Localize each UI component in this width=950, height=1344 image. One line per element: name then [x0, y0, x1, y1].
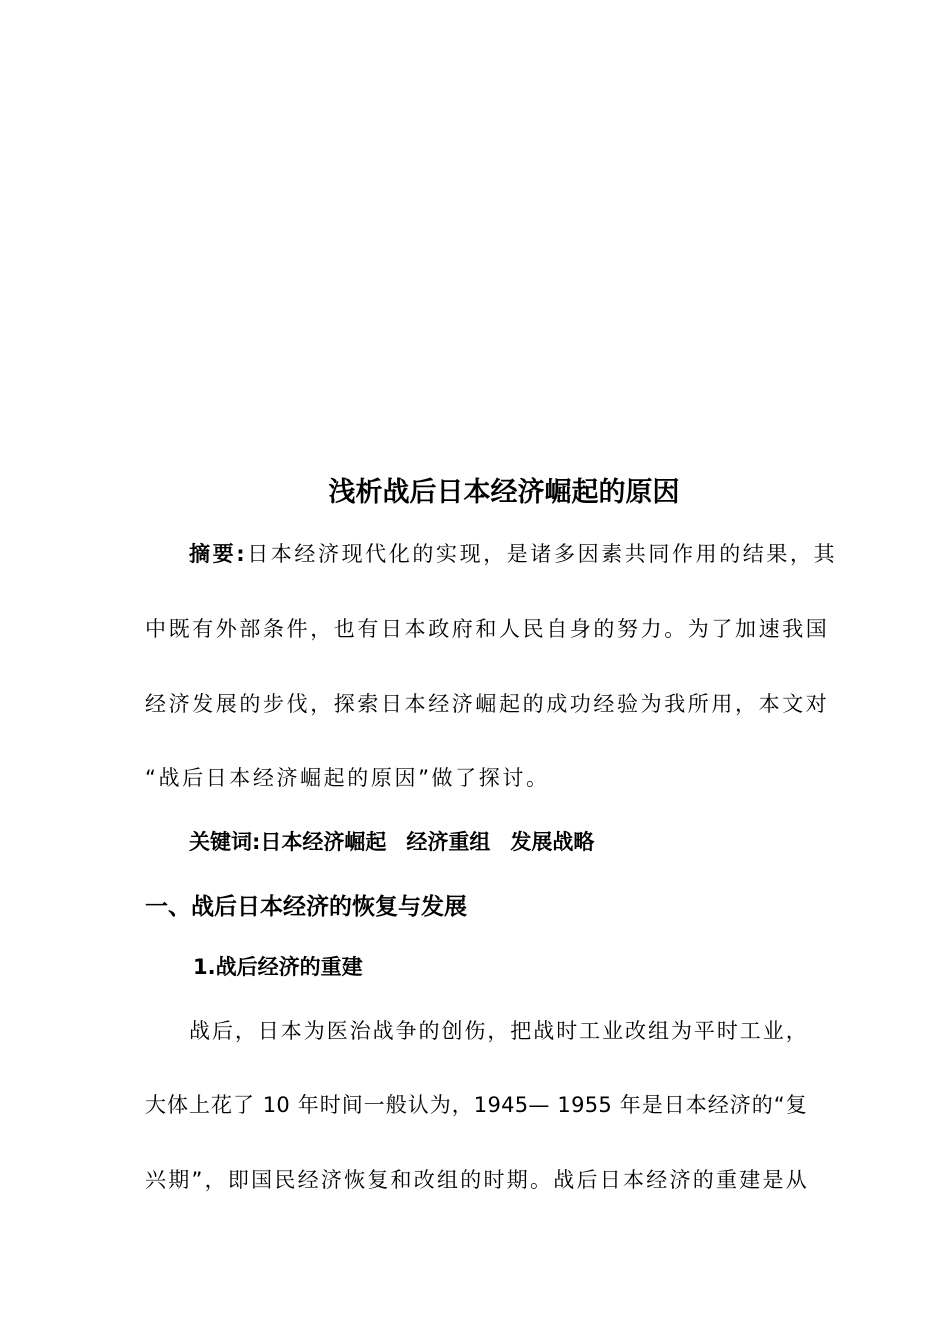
abstract-line-1 [189, 539, 838, 569]
section-heading: 一、战后日本经济的恢复与发展 [145, 894, 467, 920]
keyword-item: 发展战略 [510, 830, 595, 854]
body-line-2: 大体上花了 10 年时间一般认为，1945— 1955 年是日本经济的“复 [145, 1093, 807, 1117]
subsection-heading: 1.战后经济的重建 [193, 955, 363, 979]
abstract-line-4: “战后日本经济崛起的原因”做了探讨。 [145, 766, 550, 790]
body-line-1: 战后，日本为医治战争的创伤，把战时工业改组为平时工业， [189, 1019, 807, 1043]
keywords-line [189, 826, 594, 856]
body-line-3: 兴期”，即国民经济恢复和改组的时期。战后日本经济的重建是从 [145, 1168, 807, 1192]
keyword-item: 日本经济崛起 [260, 830, 387, 854]
abstract-line-2: 中既有外部条件，也有日本政府和人民自身的努力。为了加速我国 [145, 617, 830, 641]
abstract-label: 摘要: [189, 542, 248, 566]
keyword-item: 经济重组 [406, 830, 491, 854]
abstract-line-3: 经济发展的步伐，探索日本经济崛起的成功经验为我所用，本文对 [145, 692, 830, 716]
abstract-text-1: 日本经济现代化的实现，是诸多因素共同作用的结果，其 [247, 542, 838, 566]
document-title: 浅析战后日本经济崛起的原因 [328, 477, 680, 508]
keywords-label: 关键词: [189, 830, 261, 854]
